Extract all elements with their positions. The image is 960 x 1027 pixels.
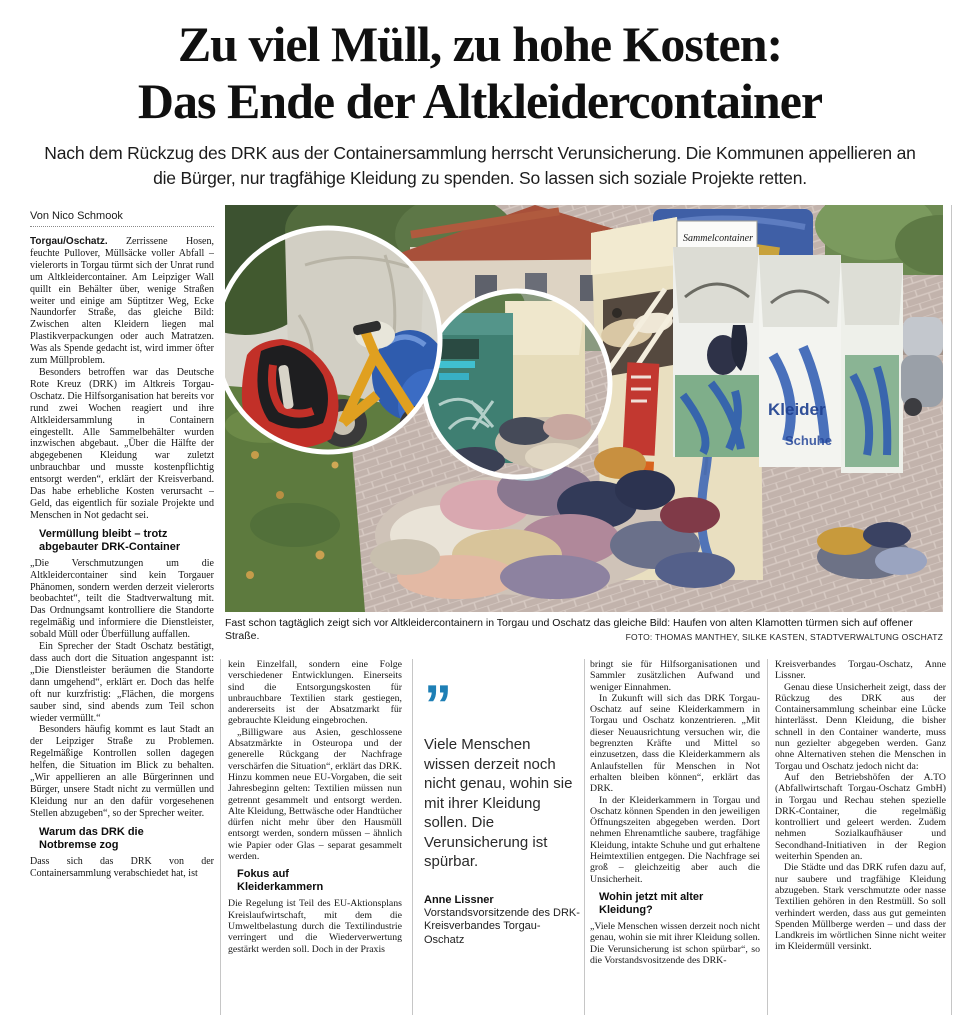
pull-quote-text: Viele Menschen wissen derzeit noch nicht genau, wohin sie mit ihrer Kleidung sollen. Die Verunsicherung ist spürbar. (424, 736, 573, 870)
section-heading: Warum das DRK die Notbremse zog (39, 825, 144, 851)
byline: Von Nico Schmook (30, 210, 214, 227)
section-heading: Vermüllung bleibt – trotz abgebauter DRK-Container (39, 527, 181, 553)
photo-illustration (225, 205, 943, 612)
pull-quote (424, 659, 580, 1017)
section-heading: Fokus auf Kleiderkammern (237, 868, 324, 894)
article-photo (225, 205, 943, 612)
paragraph: Genau diese Unsicherheit zeigt, dass der Rückzug des DRK aus der Containersammlung scheinbar eine Lücke hinterlässt. Denn Kleidung, die bisher schnell in den Container wanderte, muss nun gezielter abgegeben werden. Ganz ohne Alternativen stehen die Menschen in Torgau und Oschatz jedoch nicht da: (775, 681, 946, 772)
quote-icon: ” (424, 673, 452, 736)
article-column-5 (775, 659, 946, 1017)
page-edge-rule (951, 205, 952, 1015)
column-rule (220, 659, 221, 1015)
column-rule (767, 659, 768, 1015)
paragraph: Besonders häufig kommt es laut Stadt an der Leipziger Straße zu Problemen. Regelmäßige Kontrollen sollen dagegen helfen, die Situation im Blick zu behalten. „Wir appellieren an alle Bürgerinnen und Bürger, unsere Stadt nicht zu vermüllen und Kleidung nur an den dafür vorgesehenen Stellen abzugeben“, so der Sprecher weiter. (30, 724, 214, 819)
location-lead: Torgau/Oschatz. (30, 236, 108, 247)
paragraph: Die Regelung ist Teil des EU-Aktionsplans Kreislaufwirtschaft, mit dem die Umweltbelastung durch die Textilindustrie verringert und die Wiederverwertung gestärkt werden soll. Doch in der Praxis (228, 898, 402, 955)
paragraph: kein Einzelfall, sondern eine Folge verschiedener Entwicklungen. Einerseits sind die Entsorgungskosten für unbrauchbare Textilien stark gestiegen, andererseits ist der Absatzmarkt für gebrauchte Kleidung eingebrochen. (228, 659, 402, 727)
container-schuhe-label: Schuhe (785, 433, 832, 448)
article-column-4 (590, 659, 760, 1017)
paragraph: „Billigware aus Asien, geschlossene Absatzmärkte in Osteuropa und der generelle Rückgang der Nachfrage verschärfen die Situation“, erklärt das DRK. Hinzu kommen neue EU-Vorgaben, die seit Jahresbeginn gelten: Textilien müssen nun getrennt gesammelt und entsorgt werden. Alte Kleidung, Bettwäsche oder Handtücher dürfen nicht mehr über den Hausmüll entsorgt werden, sondern müssen – ähnlich wie Papier oder Glas – separat gesammelt werden. (228, 726, 402, 863)
paragraph: In der Kleiderkammern in Torgau und Oschatz können Spenden in den jeweiligen Öffnungszeiten abgegeben werden. Dort nehmen Ehrenamtliche saubere, tragfähige Kleidung, intakte Schuhe und gut erhaltene Heimtextilien entgegen. Die Nachfrage sei groß – gleichzeitig aber auch die Unsicherheit. (590, 794, 760, 885)
container-sign-label: Sammelcontainer (683, 233, 753, 244)
paragraph: Ein Sprecher der Stadt Oschatz bestätigt, dass auch dort die Situation angespannt ist: „Die Dienstleister beräumen die Standorte dann umgehend“, erklärt er. Doch das helfe oft nur kurzfristig: „Flächen, die morgens sauber sind, sind abends zum Teil schon wieder vermüllt.“ (30, 641, 214, 724)
pull-quote-author: Anne Lissner (424, 893, 494, 906)
photo-credit: FOTO: THOMAS MANTHEY, SILKE KASTEN, STADTVERWALTUNG OSCHATZ (625, 632, 943, 642)
container-kleider-label: Kleider (768, 400, 826, 419)
headline-line-2: Das Ende der Altkleidercontainer (137, 73, 823, 129)
paragraph: Dass sich das DRK von der Containersammlung verabschiedet hat, ist (30, 855, 214, 879)
article-headline (0, 16, 960, 130)
paragraph: Torgau/Oschatz. Zerrissene Hosen, feuchte Pullover, Müllsäcke voller Abfall – vielerorts in Torgau türmt sich der Unrat rund um Altkleidercontainer. Am Leipziger Wall quillt ein Behälter über, wenige Straßen weiter und einige am Süptitzer Weg, Ecke Naundorfer Straße, das gleiche Bild: Zwischen alten Kleidern liegen mal Plastikverpackungen oder auch Matratzen. Was als Spende gedacht ist, wird immer öfter zum Müllproblem. (30, 236, 214, 367)
paragraph: bringt sie für Hilfsorganisationen und Sammler zusätzlichen Aufwand und weniger Einnahmen. (590, 659, 760, 693)
paragraph: „Die Verschmutzungen um die Altkleidercontainer sind kein Torgauer Phänomen, sondern werden derzeit vielerorts beobachtet“, teilt die Stadtverwaltung mit. Das Ordnungsamt kontrolliere die Standorte regelmäßig und informiere die Dienstleister, sobald Müll oder Überfüllung auffallen. (30, 557, 214, 641)
paragraph: In Zukunft will sich das DRK Torgau-Oschatz auf seine Kleiderkammern in Torgau und Oschatz konzentrieren. „Mit dieser Neuausrichtung versuchen wir, die begrenzten Kräfte und Mittel so einzusetzen, dass die Kleiderkammern als Anlaufstellen für Menschen in Not erhalten bleiben können“, erklärt das DRK. (590, 692, 760, 795)
paragraph: Auf den Betriebshöfen der A.TO (Abfallwirtschaft Torgau-Oschatz GmbH) in Torgau und Rechau stehen spezielle DRK-Container, die regelmäßig kontrolliert und geleert werden. Zudem nehmen Sozialkaufhäuser und Secondhand-Initiativen in der Region weiterhin Spenden an. (775, 771, 946, 863)
photo-green-container (841, 263, 903, 473)
headline-line-1: Zu viel Müll, zu hohe Kosten: (177, 16, 783, 72)
column-rule (412, 659, 413, 1015)
article-column-1 (30, 236, 214, 1016)
article-column-2 (228, 659, 402, 1017)
article-subhead: Nach dem Rückzug des DRK aus der Containersammlung herrscht Verunsicherung. Die Kommunen appellieren an die Bürger, nur tragfähige Kleidung zu spenden. So lassen sich soziale Projekte retten. (44, 143, 916, 188)
paragraph: Besonders betroffen war das Deutsche Rote Kreuz (DRK) im Altkreis Torgau-Oschatz. Die Hilfsorganisation hat bereits vor rund zwei Wochen reagiert und ihre Altkleidersammlung in Containern eingestellt. Alle Sammelbehälter wurden inzwischen abgebaut. „Über die Hälfte der abgegebenen Kleidung war zuletzt unbrauchbar und musste kostenpflichtig entsorgt werden“, erklärt der Kreisverband. Das habe erhebliche Kosten verursacht – Geld, das eigentlich für soziale Projekte und Menschen in Not gedacht sei. (30, 366, 214, 521)
photo-parked-cars (901, 317, 943, 416)
section-heading: Wohin jetzt mit alter Kleidung? (599, 890, 704, 916)
paragraph: Die Städte und das DRK rufen dazu auf, nur saubere und tragfähige Kleidung abzugeben. Stark verschmutzte oder nasse Textilien gehören in den Restmüll. So soll verhindert werden, dass aus gut gemeinten Spenden Müllberge werden – und dass der Landkreis im wörtlichen Sinne nicht weiter im Kleidermüll versinkt. (775, 862, 946, 953)
column-rule (584, 659, 585, 1015)
photo-caption: Fast schon tagtäglich zeigt sich vor Altkleidercontainern in Torgau und Oschatz das gleiche Bild: Haufen von alten Klamotten türmen sich auf offener Straße. (225, 617, 913, 642)
paragraph: „Viele Menschen wissen derzeit noch nicht genau, wohin sie mit ihrer Kleidung sollen. Die Verunsicherung ist schon spürbar“, so die Vorstandsvositzende des DRK- (590, 920, 760, 966)
pull-quote-role: Vorstandsvorsitzende des DRK-Kreisverbandes Torgau-Oschatz (424, 906, 580, 946)
paragraph: Kreisverbandes Torgau-Oschatz, Anne Lissner. (775, 659, 946, 682)
